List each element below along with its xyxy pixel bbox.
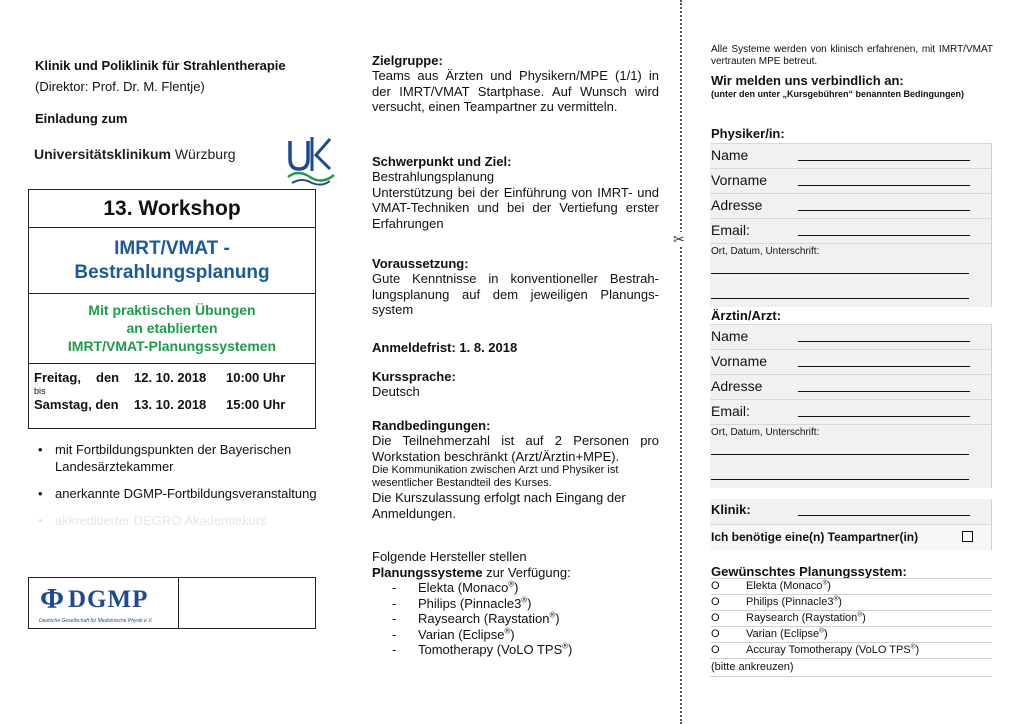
- doctor-heading: Ärztin/Arzt:: [711, 308, 782, 323]
- prereq-text: Gute Kenntnisse in konventioneller Bestrahlungsplanung auf dem jeweiligen Planungssystem: [372, 271, 659, 317]
- practical-exercises: [28, 293, 316, 363]
- course-topic-line1: IMRT/VMAT -: [114, 238, 230, 259]
- physicist-name-field[interactable]: [710, 143, 992, 168]
- systems-list: [392, 580, 659, 658]
- physicist-address-field[interactable]: [710, 193, 992, 218]
- field-label: Vorname: [711, 172, 768, 188]
- date-bis: bis: [34, 386, 46, 396]
- planning-system-heading: Gewünschtes Planungssystem:: [711, 564, 907, 579]
- field-line[interactable]: [798, 515, 970, 516]
- cut-line: [680, 0, 682, 724]
- field-line[interactable]: [798, 160, 970, 161]
- university-city: Würzburg: [174, 146, 236, 162]
- doctor-name-field[interactable]: [710, 324, 992, 349]
- dgmp-phi-icon: Φ: [40, 583, 65, 615]
- field-label: Name: [711, 147, 749, 163]
- planning-system-options: [710, 578, 992, 677]
- conditions-text3: Die Kurszulassung erfolgt nach Eingang der Anmeldungen.: [372, 490, 626, 521]
- focus-text: Unterstützung bei der Einführung von IMRT- und VMAT-Techniken und bei der Vertiefung erster Erfahrungen: [372, 184, 659, 231]
- list-item: - Tomotherapy (VoLO TPS®): [392, 642, 659, 658]
- field-line[interactable]: [798, 235, 970, 236]
- teampartner-label: Ich benötige eine(n) Teampartner(in): [711, 530, 919, 544]
- signature-line[interactable]: [711, 479, 969, 480]
- vendors-section: [372, 549, 659, 658]
- course-topic-line2: Bestrahlungsplanung: [74, 262, 270, 283]
- planning-option[interactable]: O Raysearch (Raystation®): [710, 610, 992, 626]
- dgmp-logo-subtitle: Deutsche Gesellschaft für Medizinische Physik e.V.: [39, 618, 153, 624]
- conditions-text2: Die Kommunikation zwischen Arzt und Physiker ist wesentlicher Bestandteil des Kurses.: [372, 464, 619, 489]
- form-intro: Alle Systeme werden von klinisch erfahrenen, mit IMRT/VMAT vertrauten MPE betreut.: [711, 44, 993, 67]
- start-time: 10:00 Uhr: [226, 370, 286, 385]
- university-bold: Universitätsklinikum: [34, 146, 171, 162]
- start-day: Freitag,: [34, 370, 81, 385]
- language-value: Deutsch: [372, 384, 420, 399]
- option-marker[interactable]: O: [711, 580, 720, 592]
- focus-line1: Bestrahlungsplanung: [372, 169, 495, 184]
- tick-note: (bitte ankreuzen): [710, 658, 992, 677]
- logo-divider: [178, 578, 179, 628]
- conditions-section: [372, 418, 659, 521]
- field-line[interactable]: [798, 391, 970, 392]
- field-label: Adresse: [711, 197, 763, 213]
- option-marker[interactable]: O: [711, 644, 720, 656]
- registration-form: [710, 0, 992, 724]
- focus-heading: Schwerpunkt und Ziel:: [372, 154, 512, 169]
- deadline-section: [372, 340, 659, 355]
- scissors-icon: ✂: [673, 231, 685, 247]
- start-date-value: 12. 10. 2018: [134, 370, 207, 385]
- director-line: (Direktor: Prof. Dr. M. Flentje): [35, 79, 205, 94]
- signature-line[interactable]: [711, 273, 969, 274]
- list-item: • mit Fortbildungspunkten der Bayerischen Landesärztekammer: [37, 441, 317, 475]
- workshop-title: 13. Workshop: [28, 189, 316, 227]
- option-marker[interactable]: O: [711, 612, 720, 624]
- field-label: Name: [711, 328, 749, 344]
- deadline: Anmeldefrist: 1. 8. 2018: [372, 340, 518, 355]
- focus-section: [372, 154, 659, 231]
- physicist-email-field[interactable]: [710, 218, 992, 243]
- vendors-rest: zur Verfügung:: [482, 564, 571, 580]
- field-line[interactable]: [798, 341, 970, 342]
- vendors-bold: Planungssysteme: [372, 564, 483, 580]
- binding-heading: Wir melden uns verbindlich an:: [711, 73, 904, 88]
- physicist-firstname-field[interactable]: [710, 168, 992, 193]
- end-day: Samstag, den: [34, 397, 119, 412]
- left-panel: [28, 0, 320, 724]
- university-name: [34, 146, 236, 162]
- event-dates: [28, 363, 316, 429]
- field-label: Email:: [711, 403, 750, 419]
- target-group-section: [372, 53, 659, 115]
- list-item: - Philips (Pinnacle3®): [392, 596, 659, 612]
- course-topic: [28, 227, 316, 293]
- end-date-value: 13. 10. 2018: [134, 397, 207, 412]
- field-label: Klinik:: [711, 502, 751, 517]
- field-line[interactable]: [798, 416, 970, 417]
- field-label: Email:: [711, 222, 750, 238]
- list-item: • anerkannte DGMP-Fortbildungsveranstaltung: [37, 485, 317, 502]
- signature-label: Ort, Datum, Unterschrift:: [711, 246, 820, 257]
- middle-panel: [372, 0, 659, 724]
- invitation-text: Einladung zum: [35, 111, 128, 126]
- vendors-intro: Folgende Hersteller stellen: [372, 549, 527, 564]
- end-date: [34, 397, 311, 412]
- practical-line3: IMRT/VMAT-Planungssystemen: [67, 338, 277, 354]
- prerequisite-section: [372, 256, 659, 318]
- field-line[interactable]: [798, 185, 970, 186]
- list-item: - Raysearch (Raystation®): [392, 611, 659, 627]
- doctor-signature-area[interactable]: [710, 424, 992, 488]
- start-date: [34, 370, 311, 385]
- planning-option[interactable]: O Philips (Pinnacle3®): [710, 594, 992, 610]
- field-line[interactable]: [798, 366, 970, 367]
- list-item: • akkreditierter DEGRO Akademiekurs: [37, 512, 317, 529]
- signature-line[interactable]: [711, 454, 969, 455]
- option-marker[interactable]: O: [711, 596, 720, 608]
- signature-label: Ort, Datum, Unterschrift:: [711, 427, 820, 438]
- practical-line1: Mit praktischen Übungen: [88, 302, 256, 318]
- doctor-email-field[interactable]: [710, 399, 992, 424]
- field-label: Adresse: [711, 378, 763, 394]
- field-label: Vorname: [711, 353, 768, 369]
- option-marker[interactable]: O: [711, 628, 720, 640]
- clinic-field[interactable]: [710, 499, 992, 524]
- teampartner-checkbox[interactable]: [962, 531, 973, 542]
- start-den: den: [96, 370, 120, 385]
- binding-conditions: (unter den unter „Kursgebühren“ benannten Bedingungen): [711, 89, 964, 99]
- planning-option[interactable]: O Accuray Tomotherapy (VoLO TPS®): [710, 642, 992, 658]
- list-item: - Varian (Eclipse®): [392, 627, 659, 643]
- target-group-heading: Zielgruppe:: [372, 53, 443, 68]
- physicist-heading: Physiker/in:: [711, 126, 785, 141]
- field-line[interactable]: [798, 210, 970, 211]
- planning-option[interactable]: O Varian (Eclipse®): [710, 626, 992, 642]
- dgmp-logo-text: DGMP: [68, 586, 149, 613]
- dgmp-logo-box: [28, 577, 316, 629]
- prereq-heading: Voraussetzung:: [372, 256, 469, 271]
- language-section: [372, 369, 659, 400]
- practical-line2: an etablierten: [126, 320, 218, 336]
- clinic-name: Klinik und Poliklinik für Strahlentherapie: [35, 58, 286, 73]
- conditions-text1: Die Teilnehmerzahl ist auf 2 Personen pro Workstation beschränkt (Arzt/Ärztin+MPE).: [372, 433, 659, 464]
- uk-logo: [286, 133, 336, 187]
- target-group-text: Teams aus Ärzten und Physikern/MPE (1/1) in der IMRT/VMAT Startphase. Auf Wunsch wird versucht, einen Teampartner zu vermitteln.: [372, 68, 659, 114]
- doctor-address-field[interactable]: [710, 374, 992, 399]
- planning-option[interactable]: O Elekta (Monaco®): [710, 578, 992, 594]
- conditions-heading: Randbedingungen:: [372, 418, 491, 433]
- doctor-firstname-field[interactable]: [710, 349, 992, 374]
- vendors-line: [372, 565, 659, 581]
- list-item: - Elekta (Monaco®): [392, 580, 659, 596]
- accreditation-list: [37, 441, 317, 539]
- language-heading: Kurssprache:: [372, 369, 456, 384]
- teampartner-row[interactable]: [710, 524, 992, 550]
- end-time: 15:00 Uhr: [226, 397, 286, 412]
- physicist-signature-area[interactable]: [710, 243, 992, 307]
- signature-line[interactable]: [711, 298, 969, 299]
